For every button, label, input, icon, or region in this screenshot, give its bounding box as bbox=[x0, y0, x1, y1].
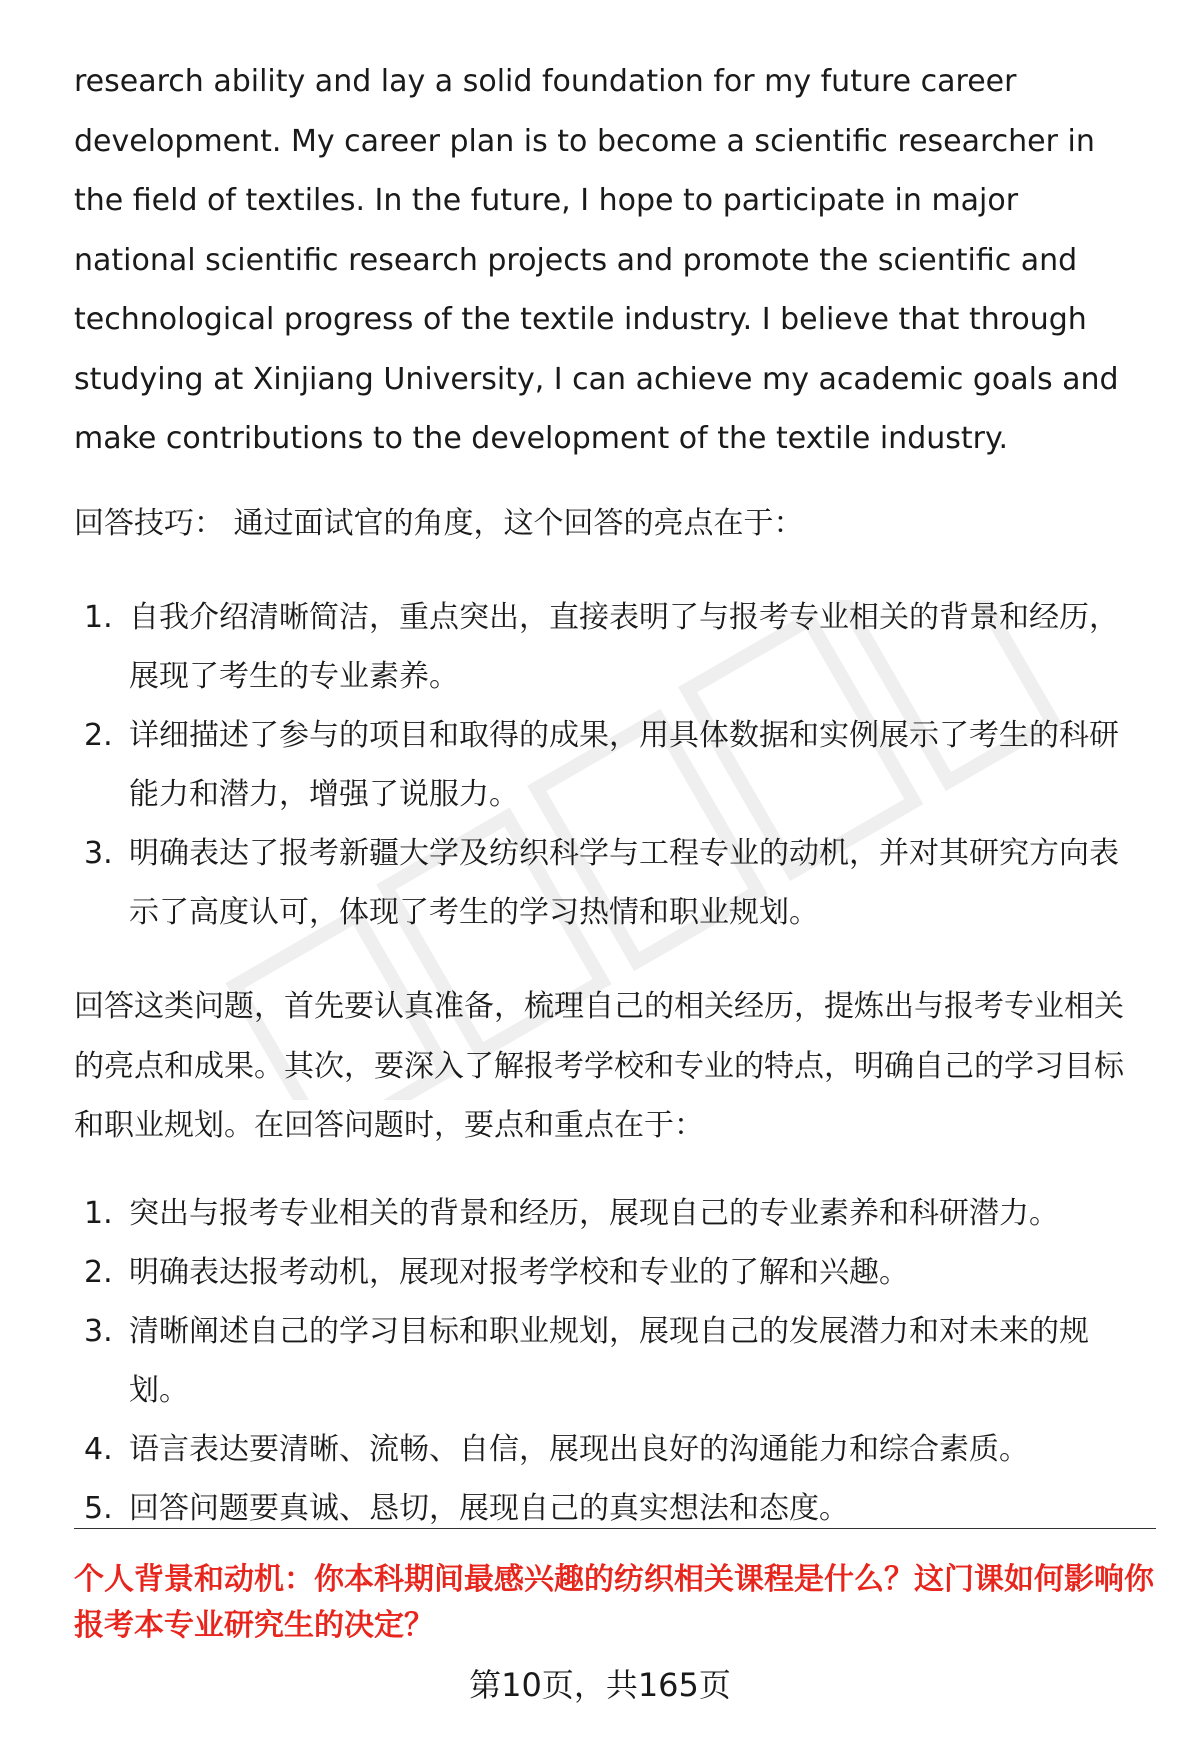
list-item-text: 详细描述了参与的项目和取得的成果，用具体数据和实例展示了考生的科研能力和潜力，增强了说服力。 bbox=[129, 718, 1119, 812]
list-number: 2. bbox=[84, 1255, 113, 1290]
list-item-text: 明确表达了报考新疆大学及纺织科学与工程专业的动机，并对其研究方向表示了高度认可，体现了考生的学习热情和职业规划。 bbox=[129, 836, 1119, 930]
list-item-text: 回答问题要真诚、恳切，展现自己的真实想法和态度。 bbox=[129, 1491, 849, 1526]
page-number-footer: 第10页，共165页 bbox=[469, 1666, 731, 1704]
next-question-heading: 个人背景和动机：你本科期间最感兴趣的纺织相关课程是什么？这门课如何影响你报考本专业研究生的决定？ bbox=[74, 1562, 1154, 1643]
list-number: 5. bbox=[84, 1491, 113, 1526]
section-divider bbox=[74, 1528, 1156, 1529]
list-item bbox=[74, 1420, 1144, 1479]
list-number: 2. bbox=[84, 718, 113, 753]
list-item-text: 自我介绍清晰简洁，重点突出，直接表明了与报考专业相关的背景和经历，展现了考生的专业素养。 bbox=[129, 600, 1119, 694]
list-item-text: 语言表达要清晰、流畅、自信，展现出良好的沟通能力和综合素质。 bbox=[129, 1432, 1029, 1467]
list-item-text: 明确表达报考动机，展现对报考学校和专业的了解和兴趣。 bbox=[129, 1255, 909, 1290]
list-item bbox=[74, 1243, 1144, 1302]
list-number: 1. bbox=[84, 600, 113, 635]
list-item-text: 清晰阐述自己的学习目标和职业规划，展现自己的发展潜力和对未来的规划。 bbox=[129, 1314, 1089, 1408]
advice-paragraph: 回答这类问题，首先要认真准备，梳理自己的相关经历，提炼出与报考专业相关的亮点和成果。其次，要深入了解报考学校和专业的特点，明确自己的学习目标和职业规划。在回答问题时，要点和重点在于： bbox=[74, 989, 1124, 1143]
key-points-list bbox=[74, 1184, 1144, 1538]
list-number: 3. bbox=[84, 1314, 113, 1349]
list-item bbox=[74, 824, 1144, 942]
list-item bbox=[74, 1479, 1144, 1538]
list-number: 3. bbox=[84, 836, 113, 871]
list-item bbox=[74, 706, 1144, 824]
list-number: 1. bbox=[84, 1196, 113, 1231]
list-item bbox=[74, 1302, 1144, 1420]
list-item bbox=[74, 588, 1144, 706]
list-item-text: 突出与报考专业相关的背景和经历，展现自己的专业素养和科研潜力。 bbox=[129, 1196, 1059, 1231]
list-item bbox=[74, 1184, 1144, 1243]
answer-tip-heading: 回答技巧： 通过面试官的角度，这个回答的亮点在于： bbox=[74, 506, 804, 541]
english-paragraph: research ability and lay a solid foundation for my future career development. My career plan is to become a scientific researcher in the field of textiles. In the future, I hope to participate in major national scientific research projects and promote the scientific and technological progress of the textile industry. I believe that through studying at Xinjiang University, I can achieve my academic goals and make contributions to the development of the textile industry. bbox=[74, 64, 1119, 456]
highlights-list bbox=[74, 588, 1144, 942]
list-number: 4. bbox=[84, 1432, 113, 1467]
